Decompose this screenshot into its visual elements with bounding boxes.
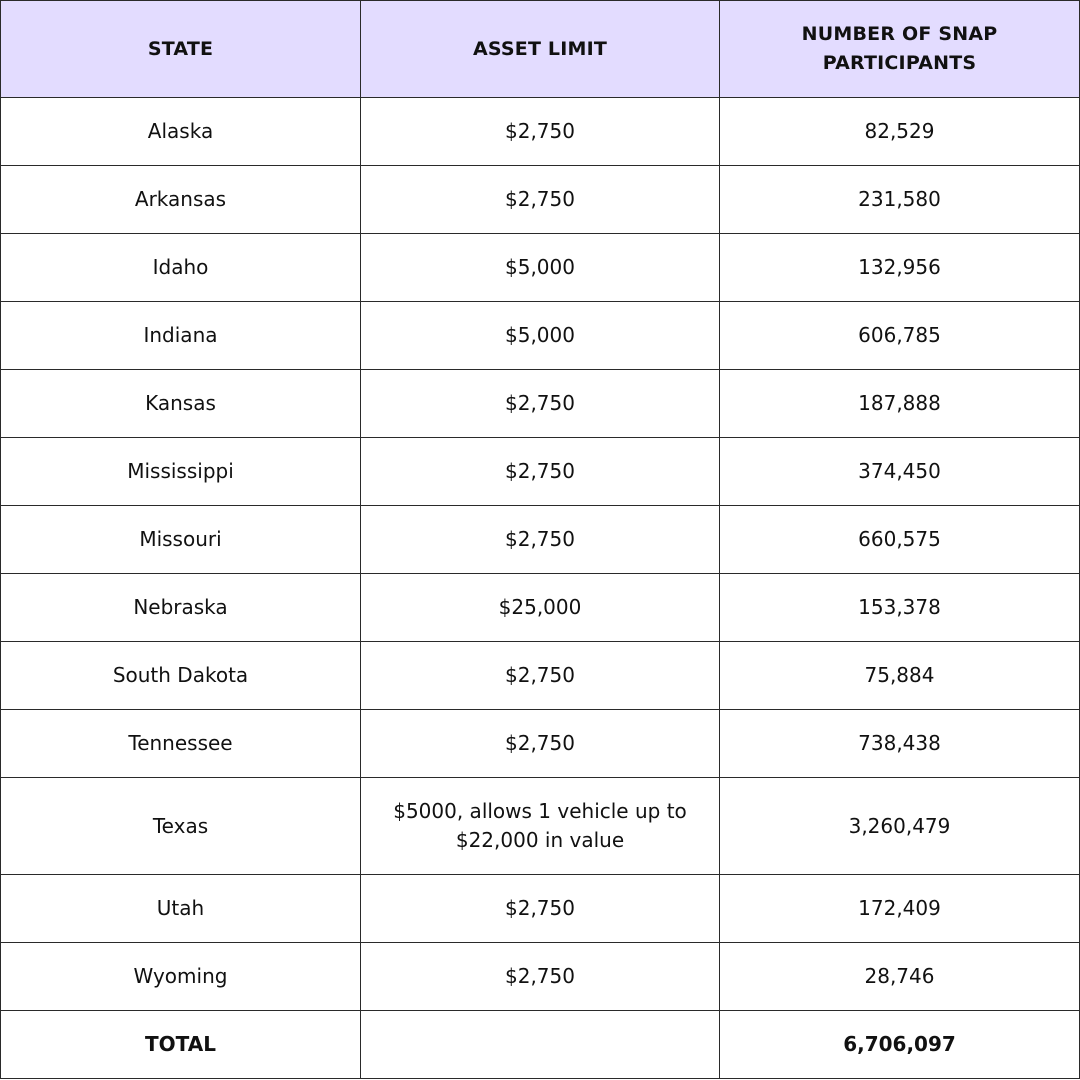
table-header-row [1, 1, 1080, 98]
table-row [1, 710, 1080, 778]
asset-limit-cell: $2,750 [361, 642, 720, 710]
participants-cell: 606,785 [720, 302, 1080, 370]
state-cell: Arkansas [1, 166, 361, 234]
state-cell: Nebraska [1, 574, 361, 642]
table-row [1, 234, 1080, 302]
state-cell: Texas [1, 778, 361, 875]
participants-cell: 3,260,479 [720, 778, 1080, 875]
participants-cell: 374,450 [720, 438, 1080, 506]
participants-cell: 75,884 [720, 642, 1080, 710]
participants-cell: 153,378 [720, 574, 1080, 642]
participants-cell: 132,956 [720, 234, 1080, 302]
table-row [1, 574, 1080, 642]
asset-limit-cell: $2,750 [361, 710, 720, 778]
participants-cell: 231,580 [720, 166, 1080, 234]
participants-cell: 187,888 [720, 370, 1080, 438]
state-cell: Missouri [1, 506, 361, 574]
asset-limit-cell: $25,000 [361, 574, 720, 642]
asset-limit-cell: $5000, allows 1 vehicle up to $22,000 in value [361, 778, 720, 875]
column-header-snap-participants: NUMBER OF SNAP PARTICIPANTS [720, 1, 1080, 98]
state-cell: Idaho [1, 234, 361, 302]
asset-limit-cell: $2,750 [361, 506, 720, 574]
asset-limit-cell: $2,750 [361, 875, 720, 943]
total-row [1, 1011, 1080, 1079]
table-row [1, 506, 1080, 574]
participants-cell: 738,438 [720, 710, 1080, 778]
state-cell: Kansas [1, 370, 361, 438]
asset-limit-cell: $2,750 [361, 370, 720, 438]
table-row [1, 166, 1080, 234]
table-row [1, 875, 1080, 943]
asset-limit-cell: $2,750 [361, 98, 720, 166]
participants-cell: 28,746 [720, 943, 1080, 1011]
table-row [1, 98, 1080, 166]
state-cell: Wyoming [1, 943, 361, 1011]
column-header-asset-limit: ASSET LIMIT [361, 1, 720, 98]
table-row [1, 370, 1080, 438]
table-row [1, 642, 1080, 710]
participants-cell: 82,529 [720, 98, 1080, 166]
state-cell: Indiana [1, 302, 361, 370]
table-row [1, 302, 1080, 370]
state-cell: Tennessee [1, 710, 361, 778]
column-header-state: STATE [1, 1, 361, 98]
asset-limit-cell: $2,750 [361, 943, 720, 1011]
total-participants-cell: 6,706,097 [720, 1011, 1080, 1079]
asset-limit-cell: $5,000 [361, 302, 720, 370]
state-cell: Utah [1, 875, 361, 943]
state-cell: Mississippi [1, 438, 361, 506]
state-cell: Alaska [1, 98, 361, 166]
asset-limit-cell: $5,000 [361, 234, 720, 302]
table-row [1, 778, 1080, 875]
total-asset-limit-cell [361, 1011, 720, 1079]
table-row [1, 438, 1080, 506]
participants-cell: 172,409 [720, 875, 1080, 943]
table-row [1, 943, 1080, 1011]
asset-limit-cell: $2,750 [361, 166, 720, 234]
total-label-cell: TOTAL [1, 1011, 361, 1079]
participants-cell: 660,575 [720, 506, 1080, 574]
state-cell: South Dakota [1, 642, 361, 710]
asset-limit-cell: $2,750 [361, 438, 720, 506]
